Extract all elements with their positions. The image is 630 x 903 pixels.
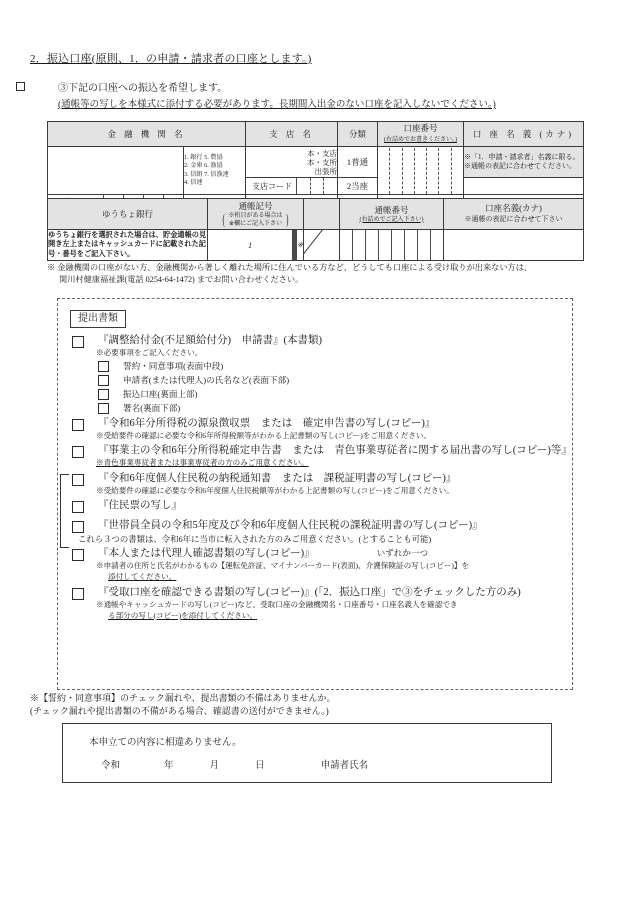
- document-note: ※受給要件の確認に必要な令和6年所得税額等がわかる上記書類の写し(コピー)をご用意ください。: [96, 430, 432, 440]
- either-one-note: いずれか一つ: [376, 548, 429, 558]
- document-note: ※必要事項をご記入ください。: [96, 348, 203, 357]
- document-checkbox[interactable]: [72, 419, 84, 431]
- document-subitem: [98, 361, 572, 372]
- document-label: 『事業主の令和6年分所得税確定申告書 または 青色事業専従者に関する届出書の写し(コピー)等』: [98, 445, 572, 456]
- subitem-label: 署名(裏面下部): [123, 402, 181, 413]
- yucho-meigi-header: 口座名義(カナ) ※通帳の表記に合わせて下さい: [444, 199, 584, 230]
- yucho-spacer-header: [304, 199, 340, 230]
- bank-footnote: ※ 金融機関の口座がない方、金融機関から著しく離れた場所に住んでいる方など、どうしても口座による受け取りが出来ない方は、 関川村健康福祉課(電話 0254-64-1472) までお問い合わせください。: [47, 263, 533, 284]
- document-label: 『世帯員全員の令和5年度及び令和6年度個人住民税の課税証明書の写し(コピー)』: [98, 520, 483, 531]
- kubun-option-futsuu[interactable]: 1普通: [338, 147, 378, 178]
- document-checkbox[interactable]: [72, 474, 84, 486]
- institution-kind-list: 1. 銀行 5. 農協 2. 金庫 6. 漁協 3. 信組 7. 信漁連 4. 信連: [184, 147, 246, 195]
- document-subitem: [98, 403, 572, 414]
- document-item: [72, 417, 572, 442]
- header-branch-name: 支 店 名: [246, 122, 338, 147]
- header-account-number: 口座番号 (右詰めでお書きください。): [378, 122, 464, 147]
- branch-code-cell[interactable]: 支店コード: [246, 178, 338, 195]
- header-institution-name: 金 融 機 関 名: [48, 122, 246, 147]
- document-label: 『調整給付金(不足額給付分) 申請書』(本書類): [98, 335, 322, 346]
- submission-documents-title: 提出書類: [70, 310, 126, 328]
- yucho-description: ゆうちょ銀行を選択された場合は、貯金通帳の見開き左上またはキャッシュカードに記載された記号・番号をご記入下さい。: [48, 230, 208, 261]
- bottom-warning: ※【誓約・同意事項】のチェック漏れや、提出書類の不備はありませんか。 (チェック漏れや提出書類の不備がある場合、確認書の送付ができません。): [30, 693, 336, 716]
- yucho-bank-table: [47, 198, 584, 261]
- declaration-date-row: [101, 757, 368, 771]
- subitem-label: 誓約・同意事項(表面中段): [123, 360, 224, 371]
- bank-account-table: [47, 121, 584, 210]
- declaration-text: 本申立ての内容に相違ありません。: [89, 738, 242, 748]
- document-checkbox[interactable]: [72, 521, 84, 533]
- document-label: 『受取口座を確認できる書類の写し(コピー)』(「2．振込口座」で③をチェックした方のみ): [98, 587, 521, 598]
- subitem-label: 申請者(または代理人)の氏名など(表面下部): [123, 374, 290, 385]
- document-label: 『令和6年度個人住民税の納税通知書 または 課税証明書の写し(コピー)』: [98, 472, 457, 484]
- institution-name-input[interactable]: [48, 147, 184, 195]
- document-item: [72, 586, 572, 621]
- subitem-checkbox[interactable]: [98, 389, 109, 400]
- account-name-input[interactable]: [464, 178, 584, 195]
- era-label: 令和: [101, 761, 121, 771]
- applicant-name-label: 申請者氏名: [320, 761, 369, 771]
- group-brace: [60, 474, 69, 548]
- document-checkbox[interactable]: [72, 446, 84, 458]
- document-note: ※通帳やキャッシュカードの写し(コピー)など、受取口座の金融機関名・口座番号・口座名義人を確認でき: [96, 600, 458, 609]
- header-account-name: 口 座 名 義 (カナ): [464, 122, 584, 147]
- document-checkbox[interactable]: [72, 336, 84, 348]
- document-note: ※受給要件の確認に必要な令和6年度個人住民税額等がわかる上記書類の写し(コピー)をご用意ください。: [96, 485, 454, 495]
- document-label: 『本人または代理人確認書類の写し(コピー)』 いずれか一つ: [98, 548, 429, 559]
- document-item: [72, 334, 572, 414]
- subitem-checkbox[interactable]: [98, 361, 109, 372]
- declaration-box: [62, 723, 552, 783]
- header-kubun: 分類: [338, 122, 378, 147]
- document-subitem: [98, 389, 572, 400]
- account-name-notes: ※「1．申請・請求者」名義に限る。 ※通帳の表記に合わせてください。: [464, 147, 584, 178]
- subitem-checkbox[interactable]: [98, 403, 109, 414]
- yucho-bangou-input[interactable]: [340, 230, 444, 261]
- document-note: ※申請者の住所と氏名がわかるもの【運転免許証、マイナンバーカード(表面)、介護保険証の写し(コピー)】を: [96, 561, 470, 570]
- wire-transfer-checkbox[interactable]: [16, 82, 25, 91]
- document-item: [72, 472, 572, 497]
- yucho-meigi-input[interactable]: [444, 230, 584, 261]
- document-note-cont: 添付してください。: [108, 571, 177, 581]
- wire-transfer-label: ③下記の口座への振込を希望します。: [58, 83, 228, 94]
- document-label: 『令和6年分所得税の源泉徴収票 または 確定申告書の写し(コピー)』: [98, 417, 436, 429]
- document-item: [72, 547, 572, 582]
- wire-transfer-subnote: (通帳等の写しを本様式に添付する必要があります。長期間入出金のない口座を記入しないでください。): [58, 100, 496, 110]
- yucho-slash-cell: [304, 230, 340, 261]
- day-label: 日: [255, 761, 265, 771]
- yucho-bangou-header: 通帳番号 (右詰めでご記入下さい): [340, 199, 444, 230]
- document-subitem: [98, 375, 572, 386]
- document-item: [72, 444, 572, 469]
- yucho-kigou-header: 通帳記号 ( ※桁目がある場合は ※欄にご記入下さい ): [208, 199, 304, 230]
- yucho-name-header: ゆうちょ銀行: [48, 199, 208, 230]
- subitem-label: 振込口座(裏面上部): [123, 388, 198, 399]
- submission-documents-list: [72, 334, 572, 622]
- document-label: 『住民票の写し』: [98, 500, 182, 511]
- subitem-checkbox[interactable]: [98, 375, 109, 386]
- branch-type-options: 本・支店 本・支所 出張所: [246, 147, 338, 178]
- account-number-input[interactable]: [378, 147, 464, 195]
- document-subitems: [98, 361, 572, 414]
- month-label: 月: [209, 761, 220, 771]
- section-2-heading: 2．振込口座(原則、1．の申請・請求者の口座とします。): [30, 53, 312, 65]
- document-checkbox[interactable]: [72, 501, 84, 513]
- kubun-option-touza[interactable]: 2当座: [338, 178, 378, 195]
- group-note: これら３つの書類は、令和6年に当市に転入された方のみご用意ください。(とすることも可能): [78, 535, 432, 544]
- document-note: ※青色事業専従者または事業専従者の方のみご用意ください。: [96, 458, 309, 467]
- year-label: 年: [164, 761, 174, 771]
- document-note-cont: る部分の写し(コピー)を添付してください。: [108, 610, 258, 620]
- yucho-kigou-input[interactable]: 1 ※: [208, 230, 304, 261]
- document-checkbox[interactable]: [72, 588, 84, 600]
- document-item: [72, 519, 572, 533]
- document-item: [72, 499, 572, 513]
- document-checkbox[interactable]: [72, 549, 84, 561]
